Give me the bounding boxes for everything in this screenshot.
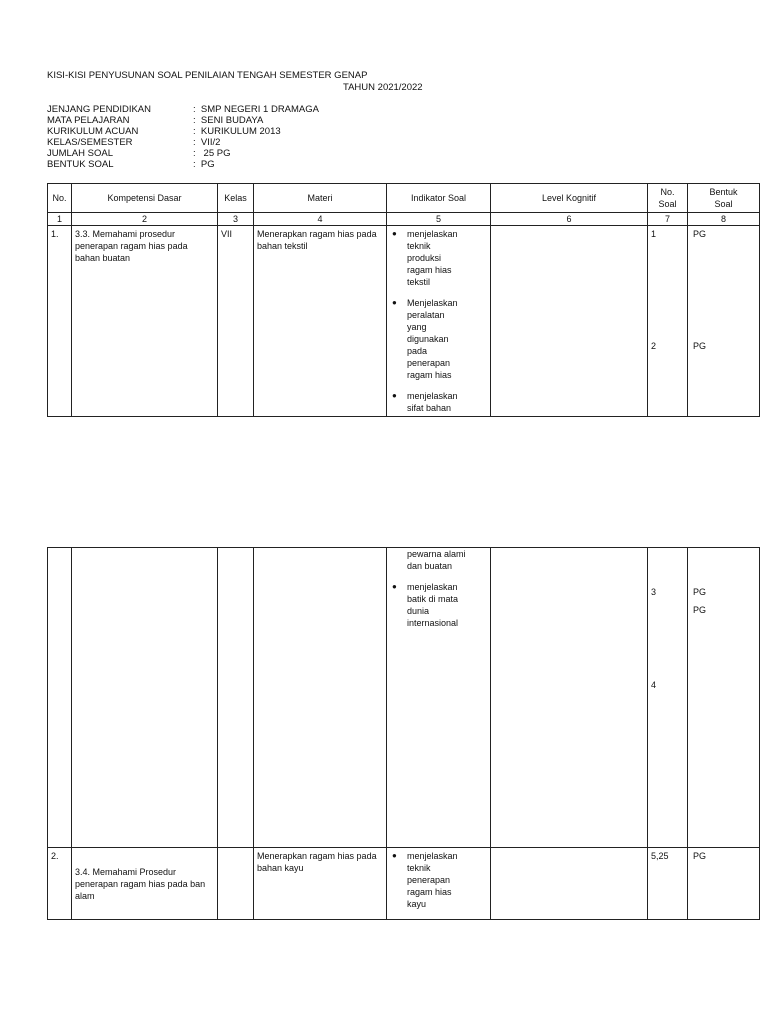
- row-bentuk-soal: [688, 548, 760, 848]
- table-row: [48, 548, 760, 848]
- document-title: KISI-KISI PENYUSUNAN SOAL PENILAIAN TENGAH SEMESTER GENAP: [47, 70, 368, 81]
- document-year: TAHUN 2021/2022: [343, 82, 423, 93]
- no-soal-value: 3: [651, 587, 657, 597]
- indikator-item: ● Menjelaskan peralatan yang digunakan pada penerapan ragam hias: [392, 298, 458, 380]
- row-kompetensi-dasar: 3.4. Memahami Prosedur penerapan ragam hias pada ban alam: [72, 848, 218, 920]
- no-soal-value: 2: [651, 341, 657, 351]
- row-level-kognitif: [491, 848, 648, 920]
- header-bentuk-soal: [688, 184, 760, 213]
- column-number: 1: [48, 213, 72, 226]
- row-level-kognitif: [491, 548, 648, 848]
- row-indikator: [387, 548, 491, 848]
- column-number: 3: [218, 213, 254, 226]
- header-materi: Materi: [254, 184, 387, 213]
- header-level-kognitif: Level Kognitif: [491, 184, 648, 213]
- header-no-soal-line2: Soal: [658, 199, 677, 209]
- row-kompetensi-dasar: 3.3. Memahami prosedur penerapan ragam hias pada bahan buatan: [72, 226, 218, 417]
- info-value: : PG: [193, 159, 215, 170]
- row-kompetensi-dasar: [72, 548, 218, 848]
- info-label: JUMLAH SOAL: [47, 148, 113, 159]
- header-bentuk-line2: Soal: [714, 199, 733, 209]
- row-materi: [254, 548, 387, 848]
- no-soal-value: 1: [651, 229, 657, 239]
- bullet-icon: ●: [392, 391, 397, 400]
- bullet-icon: ●: [392, 582, 397, 591]
- bentuk-value: PG: [693, 229, 707, 239]
- kisi-table: [47, 183, 760, 417]
- bullet-icon: ●: [392, 851, 397, 860]
- info-value: : SENI BUDAYA: [193, 115, 264, 126]
- table-header-row: [48, 184, 760, 213]
- bullet-icon: ●: [392, 298, 397, 307]
- indikator-item: ● menjelaskan sifat bahan: [392, 391, 458, 413]
- header-kelas: Kelas: [218, 184, 254, 213]
- column-number: 2: [72, 213, 218, 226]
- no-soal-value: 4: [651, 680, 657, 690]
- header-bentuk-line1: Bentuk: [709, 187, 738, 197]
- header-indikator-soal: Indikator Soal: [387, 184, 491, 213]
- row-bentuk-soal: [688, 226, 760, 417]
- column-number: 5: [387, 213, 491, 226]
- row-no: 1.: [48, 226, 72, 417]
- indikator-continued-text: pewarna alami dan buatan: [407, 549, 466, 571]
- indikator-item: ● menjelaskan teknik produksi ragam hias tekstil: [392, 229, 458, 287]
- bullet-icon: ●: [392, 229, 397, 238]
- row-no: 2.: [48, 848, 72, 920]
- row-indikator: [387, 848, 491, 920]
- info-value: : VII/2: [193, 137, 221, 148]
- row-kelas: VII: [218, 226, 254, 417]
- header-no-soal: [648, 184, 688, 213]
- info-value: : KURIKULUM 2013: [193, 126, 281, 137]
- kisi-table-continued: [47, 547, 760, 920]
- row-indikator: [387, 226, 491, 417]
- row-no-soal: [648, 226, 688, 417]
- column-number: 7: [648, 213, 688, 226]
- header-no-soal-line1: No.: [660, 187, 675, 197]
- info-value: : 25 PG: [193, 148, 231, 159]
- row-no-soal: [648, 548, 688, 848]
- info-label: KELAS/SEMESTER: [47, 137, 133, 148]
- row-materi: Menerapkan ragam hias pada bahan tekstil: [254, 226, 387, 417]
- row-level-kognitif: [491, 226, 648, 417]
- indikator-item: ● menjelaskan batik di mata dunia internasional: [392, 582, 459, 628]
- bentuk-value: PG: [693, 605, 707, 615]
- bentuk-value: PG: [693, 587, 707, 597]
- info-label: MATA PELAJARAN: [47, 115, 130, 126]
- row-materi: Menerapkan ragam hias pada bahan kayu: [254, 848, 387, 920]
- column-number: 8: [688, 213, 760, 226]
- table-number-row: [48, 213, 760, 226]
- table-row: [48, 226, 760, 417]
- info-value: : SMP NEGERI 1 DRAMAGA: [193, 104, 319, 115]
- bentuk-value: PG: [693, 341, 707, 351]
- row-kelas: [218, 848, 254, 920]
- row-kelas: [218, 548, 254, 848]
- header-kompetensi-dasar: Kompetensi Dasar: [72, 184, 218, 213]
- info-label: BENTUK SOAL: [47, 159, 114, 170]
- row-no: [48, 548, 72, 848]
- column-number: 4: [254, 213, 387, 226]
- row-no-soal: 5,25: [648, 848, 688, 920]
- column-number: 6: [491, 213, 648, 226]
- header-no: No.: [48, 184, 72, 213]
- table-row: [48, 848, 760, 920]
- info-label: JENJANG PENDIDIKAN: [47, 104, 151, 115]
- row-bentuk-soal: PG: [688, 848, 760, 920]
- indikator-item: ● menjelaskan teknik penerapan ragam hias kayu: [392, 851, 458, 909]
- info-label: KURIKULUM ACUAN: [47, 126, 139, 137]
